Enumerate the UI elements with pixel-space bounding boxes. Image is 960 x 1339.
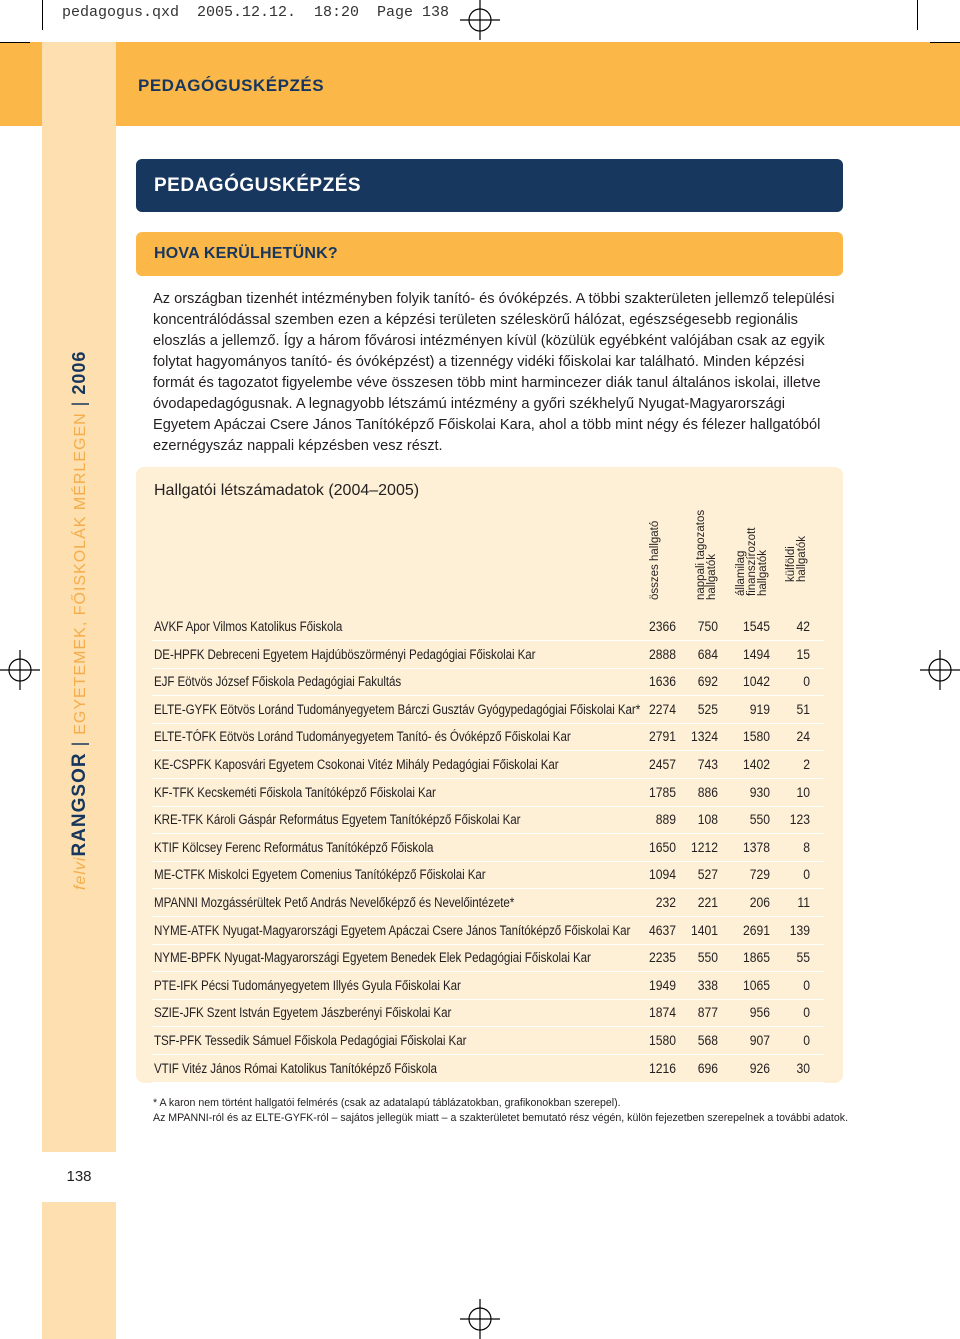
state-funded-students: 1494 (742, 646, 770, 662)
total-students: 1094 (648, 867, 676, 883)
fulltime-students: 1212 (690, 839, 718, 855)
total-students: 4637 (648, 922, 676, 938)
institution-name: PTE-IFK Pécsi Tudományegyetem Illyés Gyula Főiskolai Kar (154, 977, 461, 993)
fulltime-students: 221 (697, 895, 718, 910)
state-funded-students: 1580 (742, 729, 770, 745)
state-funded-students: 919 (749, 701, 770, 717)
crop-mark (42, 0, 43, 30)
fulltime-students: 525 (697, 701, 718, 717)
foreign-students: 2 (803, 757, 810, 772)
foreign-students: 139 (789, 922, 810, 938)
table-row (152, 668, 824, 696)
foreign-students: 55 (796, 950, 810, 966)
table-row (152, 889, 824, 917)
gutter (116, 126, 136, 1339)
state-funded-students: 1378 (742, 839, 770, 855)
fulltime-students: 1324 (690, 729, 718, 745)
foreign-students: 8 (803, 839, 810, 855)
registration-mark-icon (460, 0, 500, 40)
state-funded-students: 1065 (742, 977, 770, 993)
intro-paragraph (137, 289, 843, 457)
state-funded-students: 926 (749, 1060, 770, 1076)
total-students: 2457 (648, 757, 676, 772)
column-header-funded: államilag finanszírozott hallgatók (735, 527, 769, 596)
table-row (152, 999, 824, 1027)
institution-name: AVKF Apor Vilmos Katolikus Főiskola (154, 619, 343, 634)
table-row (152, 751, 824, 779)
fulltime-students: 743 (697, 757, 718, 772)
state-funded-students: 2691 (742, 922, 770, 938)
total-students: 2888 (648, 646, 676, 662)
foreign-students: 0 (803, 977, 810, 993)
section-title: PEDAGÓGUSKÉPZÉS (154, 175, 362, 196)
subsection-title: HOVA KERÜLHETÜNK? (154, 245, 338, 262)
total-students: 1636 (648, 674, 676, 690)
section-title-bar (136, 159, 843, 212)
state-funded-students: 907 (749, 1033, 770, 1048)
subsection-bar (136, 232, 843, 276)
state-funded-students: 1545 (742, 619, 770, 634)
institution-name: TSF-PFK Tessedik Sámuel Főiskola Pedagógiai Főiskolai Kar (154, 1033, 467, 1048)
total-students: 2791 (648, 729, 676, 745)
table-row (152, 944, 824, 972)
footnote: Az MPANNI-ról és az ELTE-GYFK-ról – sajátos jellegük miatt – a szakterületet bemutató rész végén, külön fejezetben szerepelnek a további adatok. (153, 1112, 849, 1124)
side-label: felviRANGSOR|EGYETEMEK, FŐISKOLÁK MÉRLEGEN|2006 (69, 350, 90, 890)
total-students: 1216 (648, 1060, 676, 1076)
institution-name: KE-CSPFK Kaposvári Egyetem Csokonai Vitéz Mihály Pedagógiai Főiskolai Kar (154, 757, 559, 772)
total-students: 2274 (648, 701, 676, 717)
file-slug: pedagogus.qxd 2005.12.12. 18:20 Page 138 (62, 4, 450, 21)
table-row (152, 696, 824, 724)
page-number: 138 (66, 1168, 92, 1185)
table-row (152, 641, 824, 669)
institution-name: DE-HPFK Debreceni Egyetem Hajdúböszörményi Pedagógiai Főiskolai Kar (154, 646, 536, 662)
state-funded-students: 550 (749, 812, 770, 828)
foreign-students: 0 (803, 674, 810, 690)
table-row (152, 972, 824, 1000)
institution-name: KF-TFK Kecskeméti Főiskola Tanítóképző Főiskolai Kar (154, 784, 436, 800)
foreign-students: 42 (796, 619, 810, 634)
table-row (152, 1027, 824, 1055)
institution-name: NYME-ATFK Nyugat-Magyarországi Egyetem Apáczai Csere János Tanítóképző Főiskolai Kar (154, 922, 631, 938)
side-brand: RANGSOR (69, 752, 90, 857)
institution-name: MPANNI Mozgássérültek Pető András Nevelőképző és Nevelőintézete* (154, 895, 515, 910)
side-year: 2006 (69, 350, 89, 395)
foreign-students: 15 (796, 646, 810, 662)
registration-mark-icon (0, 650, 40, 690)
crop-mark (930, 42, 960, 43)
fulltime-students: 692 (697, 674, 718, 690)
total-students: 1785 (648, 784, 676, 800)
total-students: 2366 (648, 619, 676, 634)
total-students: 889 (655, 812, 676, 828)
foreign-students: 11 (797, 895, 810, 910)
footnotes (153, 1096, 853, 1126)
state-funded-students: 1042 (742, 674, 770, 690)
foreign-students: 0 (803, 1005, 810, 1021)
foreign-students: 10 (796, 784, 810, 800)
total-students: 1874 (648, 1005, 676, 1021)
total-students: 1650 (648, 839, 676, 855)
fulltime-students: 877 (697, 1005, 718, 1021)
fulltime-students: 550 (697, 950, 718, 966)
fulltime-students: 568 (697, 1033, 718, 1048)
institution-name: KRE-TFK Károli Gáspár Református Egyetem Tanítóképző Főiskolai Kar (154, 812, 521, 828)
table-row (152, 723, 824, 751)
side-subtitle: EGYETEMEK, FŐISKOLÁK MÉRLEGEN (72, 412, 89, 735)
total-students: 232 (655, 895, 676, 910)
fulltime-students: 886 (697, 784, 718, 800)
fulltime-students: 684 (697, 646, 718, 662)
total-students: 2235 (648, 950, 676, 966)
institution-name: ME-CTFK Miskolci Egyetem Comenius Tanítóképző Főiskolai Kar (154, 867, 486, 883)
foreign-students: 24 (796, 729, 810, 745)
intro-text: Az országban tizenhét intézményben folyik tanító- és óvóképzés. A többi szakterületen jellemző települési koncentrálódással szemben ezen a képzési területen széleskörű hálózat, egészségesebb regionális eloszlás a jellemző. Így a három fővárosi intézményen kívül (közülük egyébként valójában csak az egyik folytat hagyományos tanító- és óvóképzést) a tizennégy vidéki főiskolai kar található. Minden képzési formát és tagozatot figyelembe véve összesen több mint harmincezer diák tanul általános iskolai, illetve óvodapedagógusnak. A legnagyobb létszámú intézmény a győri székhelyű Nyugat-Magyarországi Egyetem Apáczai Csere János Tanítóképző Főiskolai Kara, ahol a több mint négy és félezer hallgatóból ezernégyszáz nappali képzésben vesz részt. (153, 291, 835, 454)
institution-name: KTIF Kölcsey Ferenc Református Tanítóképző Főiskola (154, 839, 434, 855)
registration-mark-icon (920, 650, 960, 690)
institution-name: EJF Eötvös József Főiskola Pedagógiai Fakultás (154, 674, 402, 690)
fulltime-students: 696 (697, 1060, 718, 1076)
institution-name: ELTE-GYFK Eötvös Loránd Tudományegyetem Bárczi Gusztáv Gyógypedagógiai Főiskolai Kar* (154, 701, 641, 717)
table-row (152, 834, 824, 862)
table-row (152, 779, 824, 807)
column-header-foreign: külföldi hallgatók (785, 535, 808, 582)
fulltime-students: 750 (697, 619, 718, 634)
state-funded-students: 1865 (742, 950, 770, 966)
total-students: 1580 (648, 1033, 676, 1048)
table-title-period: (2004–2005) (328, 482, 420, 499)
foreign-students: 0 (803, 1033, 810, 1048)
column-header-total: összes hallgató (649, 520, 661, 600)
institution-name: NYME-BPFK Nyugat-Magyarországi Egyetem Benedek Elek Pedagógiai Főiskolai Kar (154, 950, 591, 966)
institution-name: ELTE-TÓFK Eötvös Loránd Tudományegyetem Tanító- és Óvóképző Főiskolai Kar (154, 729, 571, 745)
footnote: * A karon nem történt hallgatói felmérés (csak az adatalapú táblázatokban, grafikonokban szerepel). (153, 1097, 621, 1109)
registration-mark-icon (460, 1299, 500, 1339)
column-header-fulltime: nappali tagozatos hallgatók (695, 509, 718, 600)
running-head: PEDAGÓGUSKÉPZÉS (138, 76, 325, 95)
table-title-main: Hallgatói létszámadatok (154, 482, 324, 499)
fulltime-students: 108 (697, 812, 718, 828)
state-funded-students: 206 (749, 895, 770, 910)
table-row (152, 917, 824, 945)
foreign-students: 0 (803, 867, 810, 883)
total-students: 1949 (648, 977, 676, 993)
crop-mark (917, 0, 918, 30)
institution-name: VTIF Vitéz János Római Katolikus Tanítóképző Főiskola (154, 1060, 437, 1076)
crop-mark (0, 42, 30, 43)
table-title (154, 482, 419, 500)
fulltime-students: 338 (697, 977, 718, 993)
foreign-students: 30 (796, 1060, 810, 1076)
institution-name: SZIE-JFK Szent István Egyetem Jászberényi Főiskolai Kar (154, 1005, 452, 1021)
state-funded-students: 930 (749, 784, 770, 800)
table-row (152, 861, 824, 889)
fulltime-students: 527 (697, 867, 718, 883)
fulltime-students: 1401 (690, 922, 718, 938)
table-row (152, 613, 824, 641)
state-funded-students: 956 (749, 1005, 770, 1021)
foreign-students: 123 (789, 812, 810, 828)
state-funded-students: 1402 (742, 757, 770, 772)
table-row (152, 806, 824, 834)
side-brand-prefix: felvi (72, 856, 89, 890)
table-row (152, 1055, 824, 1083)
state-funded-students: 729 (749, 867, 770, 883)
foreign-students: 51 (796, 701, 810, 717)
